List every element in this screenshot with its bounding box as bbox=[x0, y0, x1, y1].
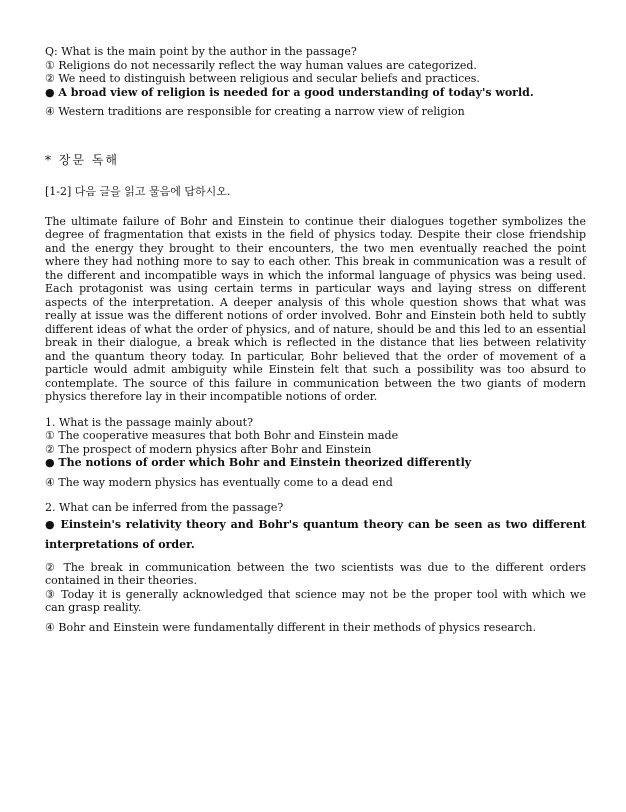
question-1-option-2: ② The prospect of modern physics after Bohr and Einstein bbox=[45, 442, 372, 456]
question-2-text: 2. What can be inferred from the passage? bbox=[45, 501, 284, 514]
question-1 bbox=[45, 416, 586, 490]
question-1-option-3-selected: ● The notions of order which Bohr and Einstein theorized differently bbox=[45, 456, 472, 469]
question-2 bbox=[45, 501, 586, 634]
question-0-option-1: ① Religions do not necessarily reflect the way human values are categorized. bbox=[45, 58, 477, 72]
instruction: [1-2] 다음 글을 읽고 물음에 답하시오. bbox=[45, 185, 231, 198]
question-0-option-4: ④ Western traditions are responsible for creating a narrow view of religion bbox=[45, 105, 465, 118]
section-heading: * 장문 독해 bbox=[45, 152, 119, 167]
question-0-option-2: ② We need to distinguish between religious and secular beliefs and practices. bbox=[45, 72, 480, 85]
question-0-text: Q: What is the main point by the author in the passage? bbox=[45, 45, 357, 58]
reading-passage: The ultimate failure of Bohr and Einstein to continue their dialogues together symbolizes the degree of fragmentation that exists in the field of physics today. Despite their close friendship and the energy they brought to their encounters, the two men eventually reached the point where they had nothing more to say to each other. This break in communication was a result of the different and incompatible ways in which the informal language of physics was being used. Each protagonist was using certain terms in particular ways and laying stress on different aspects of the interpretation. A deeper analysis of this whole question shows that what was really at issue was the different notions of order involved. Bohr and Einstein both held to subtly different ideas of what the order of physics, and of nature, should be and this led to an essential break in their dialogue, a break which is reflected in the distance that lies between relativity and the quantum theory today. In particular, Bohr believed that the order of movement of a particle would admit ambiguity while Einstein felt that such a possibility was too absurd to contemplate. The source of this failure in communication between the two giants of modern physics therefore lay in their incompatible notions of order. bbox=[45, 214, 586, 403]
question-0-option-3-selected: ● A broad view of religion is needed for a good understanding of today's world. bbox=[45, 85, 534, 99]
question-1-option-4: ④ The way modern physics has eventually come to a dead end bbox=[45, 475, 393, 489]
question-2-option-1-selected: ● Einstein's relativity theory and Bohr's quantum theory can be seen as two different interpretations of order. bbox=[45, 517, 586, 551]
question-2-option-3: ③ Today it is generally acknowledged that science may not be the proper tool with which we can grasp reality. bbox=[45, 587, 586, 614]
worksheet-page bbox=[45, 45, 586, 634]
question-0 bbox=[45, 45, 586, 119]
question-2-option-4: ④ Bohr and Einstein were fundamentally different in their methods of physics research. bbox=[45, 620, 536, 634]
question-2-option-2: ② The break in communication between the two scientists was due to the different orders contained in their theories. bbox=[45, 560, 586, 587]
question-1-option-1: ① The cooperative measures that both Bohr and Einstein made bbox=[45, 429, 399, 442]
question-1-text: 1. What is the passage mainly about? bbox=[45, 415, 253, 429]
